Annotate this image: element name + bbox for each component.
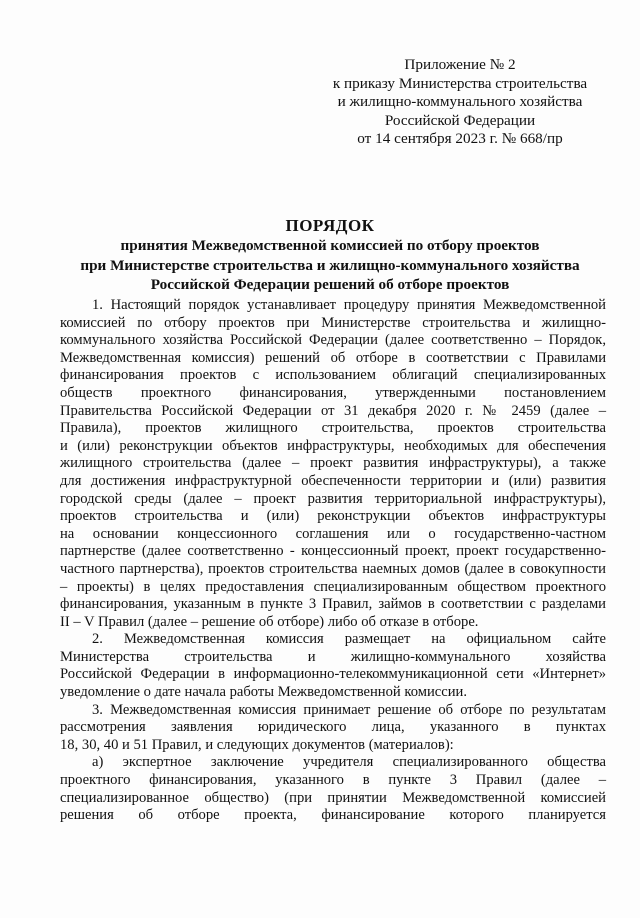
paragraph-1-line: финансирования проектов с использованием облигаций специализированных (60, 367, 606, 384)
subparagraph-a-line: проектного финансирования, указанного в пункте 3 Правил (далее – (60, 772, 606, 789)
paragraph-1-line: для достижения инфраструктурной обеспеченности территории и (или) развития (60, 472, 606, 489)
paragraph-3-line: 3. Межведомственная комиссия принимает решение об отборе по результатам (92, 701, 606, 718)
paragraph-1-line: финансирования, указанным в пункте 3 Правил, займов в соответствии с разделами (60, 596, 606, 613)
paragraph-2-line: 2. Межведомственная комиссия размещает на официальном сайте (92, 631, 606, 648)
document-title (40, 215, 620, 295)
paragraph-1-line: частного партнерства), проектов строительства наемных домов (далее в совокупности (60, 560, 606, 577)
annex-line: Приложение № 2 (404, 56, 516, 73)
annex-line: и жилищно-коммунального хозяйства (337, 93, 583, 110)
annex-line: от 14 сентября 2023 г. № 668/пр (357, 130, 563, 147)
paragraph-1-line: комиссией по отбору проектов при Министерстве строительства и жилищно- (60, 314, 606, 331)
paragraph-2-line: Министерства строительства и жилищно-коммунального хозяйства (60, 648, 606, 665)
paragraph-1-line: Правила), проектов жилищного строительства, проектов строительства (60, 420, 606, 437)
paragraph-1-line: 1. Настоящий порядок устанавливает процедуру принятия Межведомственной (92, 297, 606, 313)
title-sub-line: Российской Федерации решений об отборе проектов (150, 276, 510, 293)
paragraph-1-line: II – V Правил (далее – решение об отборе) либо об отказе в отборе. (60, 613, 479, 630)
paragraph-1-line: городской среды (далее – проект развития территориальной инфраструктуры), (60, 490, 606, 507)
paragraph-1-line: проектов строительства и (или) реконструкции объектов инфраструктуры (60, 508, 606, 525)
annex-header (330, 56, 590, 149)
subparagraph-a-line: а) экспертное заключение учредителя специализированного общества (92, 754, 606, 771)
paragraph-3-line: рассмотрения заявления юридического лица, указанного в пунктах (60, 719, 606, 736)
title-sub-line: при Министерстве строительства и жилищно-коммунального хозяйства (80, 256, 580, 274)
paragraph-3-line: 18, 30, 40 и 51 Правил, и следующих документов (материалов): (60, 736, 454, 753)
paragraph-1-line: коммунального хозяйства Российской Федерации (далее соответственно – Порядок, (60, 332, 606, 349)
paragraph-1-line: – проекты) в целях предоставления специализированным обществом проектного (60, 578, 606, 595)
paragraph-1-line: обществ проектного финансирования, утвержденными постановлением (60, 384, 606, 401)
paragraph-1-line: на основании концессионного соглашения или о государственно-частном (60, 525, 606, 542)
paragraph-2-line: уведомление о дате начала работы Межведомственной комиссии. (60, 684, 467, 701)
subparagraph-a-line: решения об отборе проекта, финансирование которого планируется (60, 807, 606, 824)
paragraph-1-line: Межведомственная комиссия) решений об отборе в соответствии с Правилами (60, 349, 606, 366)
paragraph-1-line: партнерстве (далее соответственно - концессионный проект, проект государственно- (60, 543, 606, 560)
paragraph-1-line: Правительства Российской Федерации от 31 декабря 2020 г. № 2459 (далее – (60, 402, 606, 419)
annex-line: Российской Федерации (384, 111, 536, 129)
paragraph-1-line: жилищного строительства (далее – проект развития инфраструктуры), а также (60, 455, 606, 472)
document-body (60, 297, 606, 825)
annex-line: к приказу Министерства строительства (332, 74, 588, 92)
paragraph-2-line: Российской Федерации в информационно-телекоммуникационной сети «Интернет» (60, 666, 606, 683)
title-sub-line: принятия Межведомственной комиссией по отбору проектов (120, 237, 540, 254)
title-main: ПОРЯДОК (285, 216, 375, 235)
subparagraph-a-line: специализированное общество) (при принятии Межведомственной комиссией (60, 789, 606, 806)
paragraph-1-line: и (или) реконструкции объектов инфраструктуры, необходимых для обеспечения (60, 437, 606, 454)
